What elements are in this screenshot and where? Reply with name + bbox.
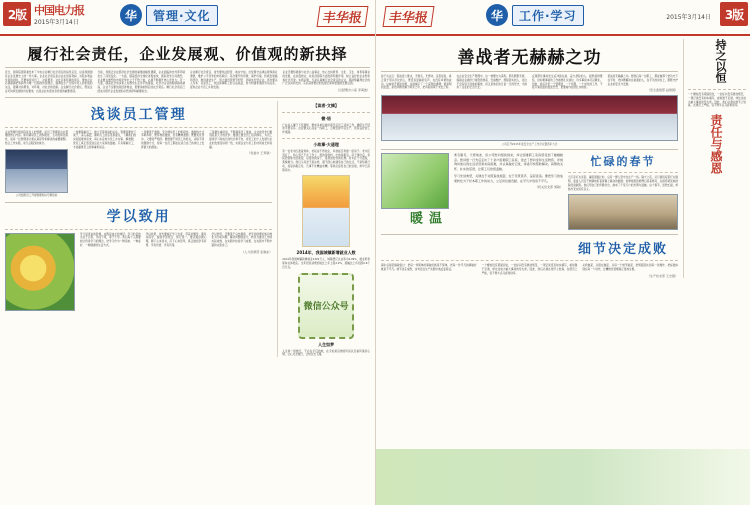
decorative-leaf-band (376, 449, 750, 505)
sidebar-title: 【读者·文摘】 (313, 102, 339, 108)
divider (5, 202, 272, 203)
article-text-warm: 寒冬腊月，天寒地冻，但公司慰问组的到来，却让困难职工家庭感受到了融融暖意。慰问组一行先后走访了十余户困难职工家庭，送去了慰问金和生活物资，详细询问他们的生活状况和实际困难，并认真做好记录，承诺尽快帮助解决。真情的关怀，朴实的话语，让职工们倍感温暖。 (454, 153, 563, 171)
lead-headline-left: 履行社会责任，企业发展观、价值观的新抉择 (27, 45, 348, 63)
lead-col (283, 71, 371, 94)
sidebar-item-head: 人生如梦 (318, 341, 335, 347)
article-paragraph: 学以致用，还要善于总结提炼，把学到的理论知识转化为分析问题、解决问题的能力，转化为推动工作的实际成效，在实践中检验学习成果，在实践中不断丰富和完善自己。 (211, 232, 273, 247)
section-title-left: 管理·文化 (146, 5, 218, 26)
article-paragraph: 企业管理归根到底是对人的管理，而员工管理是企业管理的核心内容。如何调动员工的积极性、主动性和创造性，是每一位管理者必须认真思考和解决的重要课题。结合工作实践，谈几点粗浅的体会。 (5, 130, 69, 145)
lead-byline-left: （总经理办公室 李海波） (336, 88, 370, 92)
lead-paragraph: 企业还要积极参与社会公益事业，热心支持教育、文化、卫生、体育等事业的发展，在抗震救灾、扶贫济困等方面发挥积极作用，树立良好的企业形象和社会声誉。实践证明，凡是认真履行社会责任的企业，都能够赢得社会的广泛认同和支持，从而获得更好的发展空间和更强的发展后劲。 (282, 71, 370, 86)
article-paragraph: 三是要注重培训，不断提高员工素质。企业的竞争归根到底是人才的竞争。要建立健全员工培训体系，为员工提供学习和成长的机会和平台，使员工的个人发展与企业的发展目标相一致，实现企业与员工的共同成长和双赢。 (209, 130, 273, 149)
right-body (376, 36, 750, 281)
lead-byline-right: （安全监察部 赵建国） (647, 88, 678, 93)
article-details (381, 264, 678, 278)
right-rail (683, 39, 746, 278)
article-col (209, 131, 272, 197)
divider (381, 71, 678, 72)
divider (568, 172, 678, 173)
qr-stamp-icon: 微信公众号 (298, 273, 354, 339)
article-byline-learning: （人力资源部 张晓东） (241, 249, 273, 254)
article-byline-extra: （机关党支部 周敏） (535, 185, 563, 190)
article-title-spring: 忙碌的春节 (590, 155, 656, 169)
article-col (141, 131, 204, 197)
sidebar-item-text: 2014年我国城镇新增就业1322万人，城镇登记失业率为4.09%，就业形势保持总体稳定。全年居民消费价格比上年上涨2.0%，涨幅比上年回落0.6个百分点。 (282, 258, 370, 269)
headline-employee-mgmt: 浅谈员工管理 (90, 106, 187, 123)
lead-col (532, 75, 603, 92)
photo-conference (381, 95, 678, 141)
photo-dessert (302, 175, 350, 247)
lead-paragraph: 在企业安全生产管理中，这一道理尤为适用。那些默默无闻、兢兢业业做好日常隐患排查、设备维护、规程落实的人，往往不会有惊天动地的事迹，但正是他们的日复一日的坚守，才换来了企业的长治久安。 (456, 75, 527, 90)
masthead-date-right: 2015年3月14日 (666, 14, 711, 21)
article-col (482, 264, 578, 278)
sidebar-item-text: 有一位老木匠准备退休，老板舍不得他走，问他能否再建一座房子。老木匠答应了，但心思已不在工作上，用的是软料，出的是粗活。房子建好后，老板把钥匙交给他说，这是你的房子，是我送给你的礼物。老木匠十分震惊，羞愧难当。我们又何尝不是这样，漫不经心地建造自己的生活，不是积极行动，而是消极应付，凡事不肯精益求精。等我们惊觉自己的处境，却早已深陷其中。 (282, 149, 370, 172)
sidebar-item-text: 人生如一场旅行，不必在乎目的地，在乎的是沿途的风景以及看风景的心情。让心灵去旅行，让快乐去飞翔。 (282, 349, 370, 357)
emblem-icon-left: 华 (120, 4, 142, 26)
article-learning (5, 233, 272, 311)
page-badge-left: 2版 (3, 2, 31, 26)
right-page (376, 0, 750, 505)
lead-paragraph: 当前，我国正处在经济社会发展的重要战略机遇期，企业面临的内外部环境发生了深刻变化。一方面，随着经济全球化进程加快，国际竞争日趋激烈，企业要在激烈的市场竞争中立于不败之地，必须不断提升核心竞争力；另一方面，随着社会进步和人民群众生活水平的提高，社会对企业的期望越来越高，企业不仅要创造经济效益，更要承担相应的社会责任。履行社会责任已经成为现代企业发展的必然选择和重要标志。 (97, 71, 185, 93)
divider (5, 67, 370, 68)
lead-paragraph: 近日，国务院国资委发布了中央企业履行社会责任的指导意见，这是我国国有企业发展史上的一件大事。企业社会责任是企业在创造利润、对股东利益负责的同时，还要承担对员工、对消费者、对社区和环境的责任，要求企业必须超越把利润作为唯一目标的传统理念，强调在生产过程中对人的价值的关注，强调对消费者、对环境、对社会的贡献。企业履行社会责任，既是企业可持续发展的内在要求，也是企业实现自身价值的重要途径。 (5, 71, 93, 93)
section-title-right: 工作·学习 (512, 5, 584, 26)
article-byline-details: （生产技术部 王志强） (647, 273, 679, 278)
masthead-date-left: 2015年3月14日 (34, 19, 79, 26)
article-paragraph: 一个螺栓没有紧固到位，一处标识没有悬挂规范，一项记录没有如实填写，看似微不足道，却往往成为重大事故的导火索。因此，我们必须在细节上较真，在规范上严格，容不得半点马虎和侥幸。 (481, 264, 578, 275)
divider (5, 97, 370, 98)
emblem-icon-right: 华 (486, 4, 508, 26)
left-masthead (0, 0, 375, 36)
paper-logo-left: 中国电力报 (34, 4, 84, 17)
lead-col (457, 75, 528, 92)
article-col (381, 264, 477, 278)
photo-flower (5, 233, 75, 311)
article-col (80, 233, 141, 311)
article-text-small: 学习先进典型，关键在于对照查找差距，在于见贤思齐、奋起直追。要把学习的成果转化为干好本职工作的动力，立足岗位做贡献，在平凡中创造不平凡。 (454, 174, 563, 183)
article-col (5, 131, 68, 197)
article-text-spring: 当万家灯火亮起、阖家团圆之时，总有一群人坚守在生产一线。除夕之夜，运行值班室里灯火通明，监盘人员目不转睛地盯着屏幕上跳动的数据；检修班组的师傅们顶着寒风，在现场紧张地排除设备缺陷。他们用自己的辛勤付出，换来了千家万户的光明与温暖。这个春节，虽然忙碌，却格外充实而有意义。 (568, 176, 678, 191)
right-masthead (376, 0, 750, 36)
lead-headline-right: 善战者无赫赫之功 (457, 48, 602, 68)
article-paragraph: 一是要尊重员工，建立平等和谐的关系。管理者要放下架子，深入基层，倾听员工的意见和建议，了解他们的实际困难和需求，真心实意地为员工办实事、解难题，使员工真正感受到企业大家庭的温暖。只有尊重员工，才能赢得员工的尊重和信任。 (73, 130, 137, 149)
article-col (146, 233, 207, 311)
lead-paragraph: 善战者无赫赫之功。愿我们每一位职工，都能做那个把功夫下在平时、把问题解决在前面的人，在平凡的岗位上，默默守护企业的安全与发展。 (607, 75, 678, 86)
left-body (0, 36, 375, 360)
divider (5, 229, 272, 230)
lead-article-right (381, 75, 678, 92)
lead-paragraph: 反观那些事故发生后冲锋在前、奋力抢险的人，固然值得褒奖，但如果事前的工作做得扎实到位，许多事故本可以避免。因此，我们评价一个管理者、一个班组、一个岗位的工作，不能只看表面的轰轰烈烈，更要看内在的扎实细致。 (532, 75, 603, 90)
sidebar-item-head: 小故事·大道理 (313, 141, 339, 147)
photo-spring-scene (381, 153, 449, 209)
lead-col (5, 71, 93, 94)
divider (688, 89, 746, 90)
sidebar-item-head: 微·语 (321, 115, 331, 121)
lead-paragraph: 孙子兵法云：善战者之胜也，无智名，无勇功。意思是说，真正善于用兵打仗的人，既没有显赫的名声，也没有卓著的战功。这看似矛盾的论断，实则揭示了一个深刻的道理：最高明的处置，是把问题化解于萌芽之中，把风险消弭于未发之时。 (381, 75, 452, 90)
article-byline-employee: （党委办 王育敏） (247, 151, 273, 156)
article-paragraph: 学以致用，首先要端正学习态度，带着问题学，联系实际学，做到学思结合、知行统一。要克服浮躁心理，静下心来读书，沉下心来思考，真正做到学有所得、学有所悟、学有所用。 (145, 232, 207, 247)
photo-night-shift (568, 194, 678, 230)
article-col-photo (5, 233, 75, 311)
page-badge-right: 3版 (720, 2, 748, 26)
photo-caption-training: 公司组织员工开展管理知识专题培训 (15, 193, 58, 197)
rail-text: 一个螺栓没有紧固到位，一处标识没有悬挂规范，一项记录没有如实填写，看似微不足道，却往往成为重大事故的导火索。因此，我们必须在细节上较真，在规范上严格，容不得半点马虎和侥幸。 (688, 93, 746, 108)
article-paragraph: 二是要善于激励，充分调动员工的积极性。激励的方式多种多样，既有物质激励，也有精神激励；既要奖优罚劣，又要宽严相济。要根据不同员工的特点，采取不同的激励方式，使每一位员工都能在适合自己的岗位上发挥最大的潜能。 (141, 130, 205, 149)
photo-training (5, 149, 68, 193)
divider (282, 112, 370, 113)
vertical-title-persist: 持之以恒 (714, 39, 727, 83)
masthead-center-left (120, 4, 218, 26)
lead-col (190, 71, 278, 94)
photo-caption-conference: 公司召开2015年度安全生产工作会议暨表彰大会 (501, 143, 558, 147)
divider (381, 234, 678, 235)
sidebar-item-head: 2014年，我国城镇新增就业人数 (296, 250, 356, 256)
article-paragraph: 海尔总裁张瑞敏说过：把每一件简单的事做好就是不简单，把每一件平凡的事做好就是不平凡。细节决定成败，这句话在生产实践中被反复验证。 (381, 264, 477, 271)
headline-learning: 学以致用 (106, 208, 171, 225)
article-title-warm: 温暖 (407, 211, 441, 225)
lead-col (381, 75, 452, 92)
lead-article-left (5, 71, 370, 94)
article-col (73, 131, 136, 197)
article-col (582, 264, 678, 278)
vertical-title-responsibility: 责任与感恩 (709, 114, 723, 174)
article-col (212, 233, 273, 311)
lead-col (608, 75, 679, 92)
article-paragraph: 从我做起，从现在做起，从每一个细节做起，把规程落实到每一次操作，把标准体现在每一个动作，让精细化管理真正落地生根。 (582, 264, 679, 271)
article-paragraph: 学习是进步的阶梯，实践是成才的途径。学习的目的全在于运用，学而不用，等于不学。我们每个人都要树立终身学习的理念，把学习作为一种追求、一种爱好、一种健康的生活方式。 (80, 232, 141, 247)
divider (5, 127, 272, 128)
paper-name-left: 丰华报 (317, 6, 369, 27)
masthead-center-right (486, 4, 584, 26)
divider (381, 149, 678, 150)
article-employee-mgmt (5, 131, 272, 197)
divider (381, 260, 678, 261)
headline-details: 细节决定成败 (577, 242, 668, 258)
divider (282, 138, 370, 139)
lead-paragraph: 企业履行社会责任，首先要依法经营、诚实守信，自觉遵守法律法规和商业道德，维护公平竞争的市场秩序；其次要节约资源、保护环境，积极发展循环经济，推进清洁生产，努力建设资源节约型、环境友好型企业；再次要以人为本、关爱员工，依法保障职工的合法权益，努力构建和谐的劳动关系，促进企业与员工共同发展。 (190, 71, 278, 89)
paper-name-right: 丰华报 (383, 6, 435, 27)
lead-col (98, 71, 186, 94)
sidebar-item-text: 广东省人事厅下发通知，要求各单位做好春节后员工返岗工作，确保生产经营平稳有序。企业要关心关爱一线职工，合理安排节后生产，营造良好的工作氛围。 (282, 123, 370, 134)
reader-digest-sidebar (277, 101, 370, 358)
